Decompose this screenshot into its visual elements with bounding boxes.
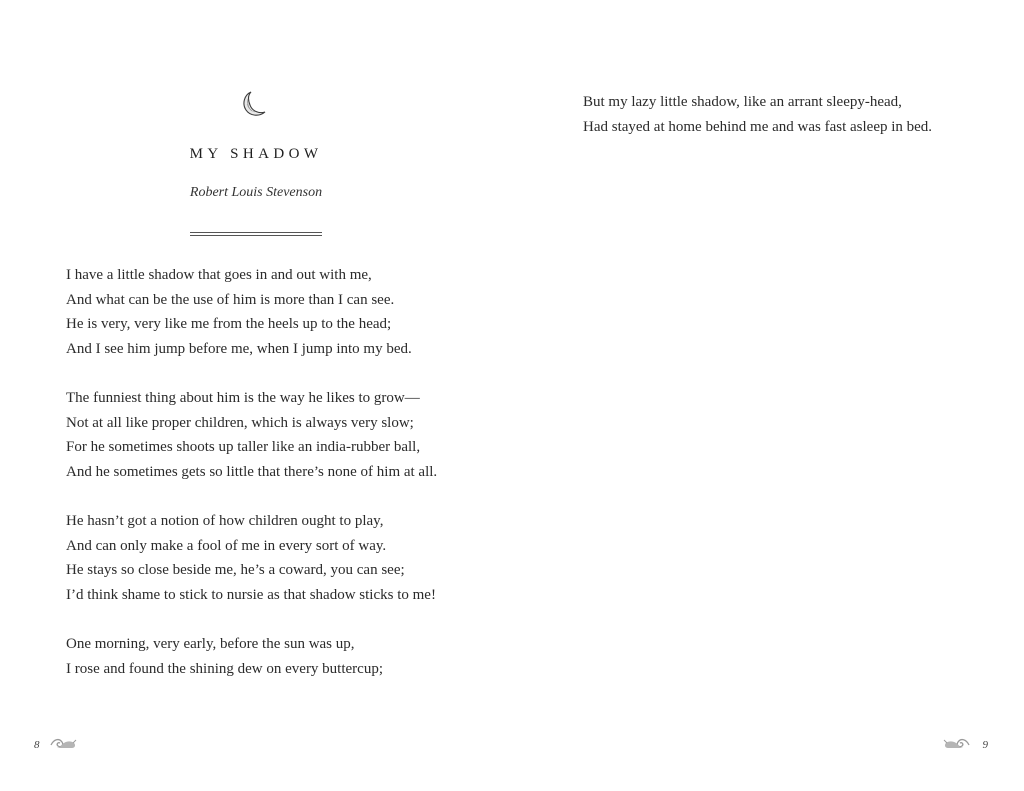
stanza	[66, 632, 383, 681]
poem-line: I have a little shadow that goes in and out with me,	[66, 267, 372, 283]
poem-line: He is very, very like me from the heels up to the head;	[66, 316, 392, 332]
poem-line: For he sometimes shoots up taller like an india-rubber ball,	[66, 439, 421, 455]
right-page	[512, 0, 1024, 791]
poem-line: The funniest thing about him is the way he likes to grow—	[66, 390, 420, 406]
poem-line: He hasn’t got a notion of how children ought to play,	[66, 513, 384, 529]
poem-line: He stays so close beside me, he’s a coward, you can see;	[66, 562, 405, 578]
snail-ornament-icon	[48, 733, 78, 753]
poem-line: And can only make a fool of me in every sort of way.	[66, 537, 387, 554]
poem-line: And what can be the use of him is more than I can see.	[66, 291, 395, 308]
poem-line: But my lazy little shadow, like an arrant sleepy-head,	[583, 94, 902, 110]
poem-author: Robert Louis Stevenson	[189, 185, 323, 200]
stanza	[66, 386, 437, 484]
crescent-moon-icon	[240, 89, 270, 119]
title-divider	[190, 232, 322, 236]
poem-line: And he sometimes gets so little that there’s none of him at all.	[66, 463, 438, 480]
snail-ornament-icon	[942, 733, 972, 753]
poem-line: Not at all like proper children, which is always very slow;	[66, 414, 414, 431]
poem-line: I rose and found the shining dew on every buttercup;	[66, 660, 383, 677]
poem-title: MY SHADOW	[189, 146, 323, 162]
poem-line: Had stayed at home behind me and was fast asleep in bed.	[583, 118, 933, 135]
poem-line: One morning, very early, before the sun was up,	[66, 636, 355, 652]
stanza	[66, 263, 412, 361]
stanza	[583, 90, 932, 139]
poem-line: And I see him jump before me, when I jump into my bed.	[66, 340, 412, 357]
page-number-right: 9	[982, 739, 988, 751]
stanza	[66, 509, 436, 607]
poem-line: I’d think shame to stick to nursie as that shadow sticks to me!	[66, 586, 436, 603]
page-number-left: 8	[34, 739, 40, 751]
